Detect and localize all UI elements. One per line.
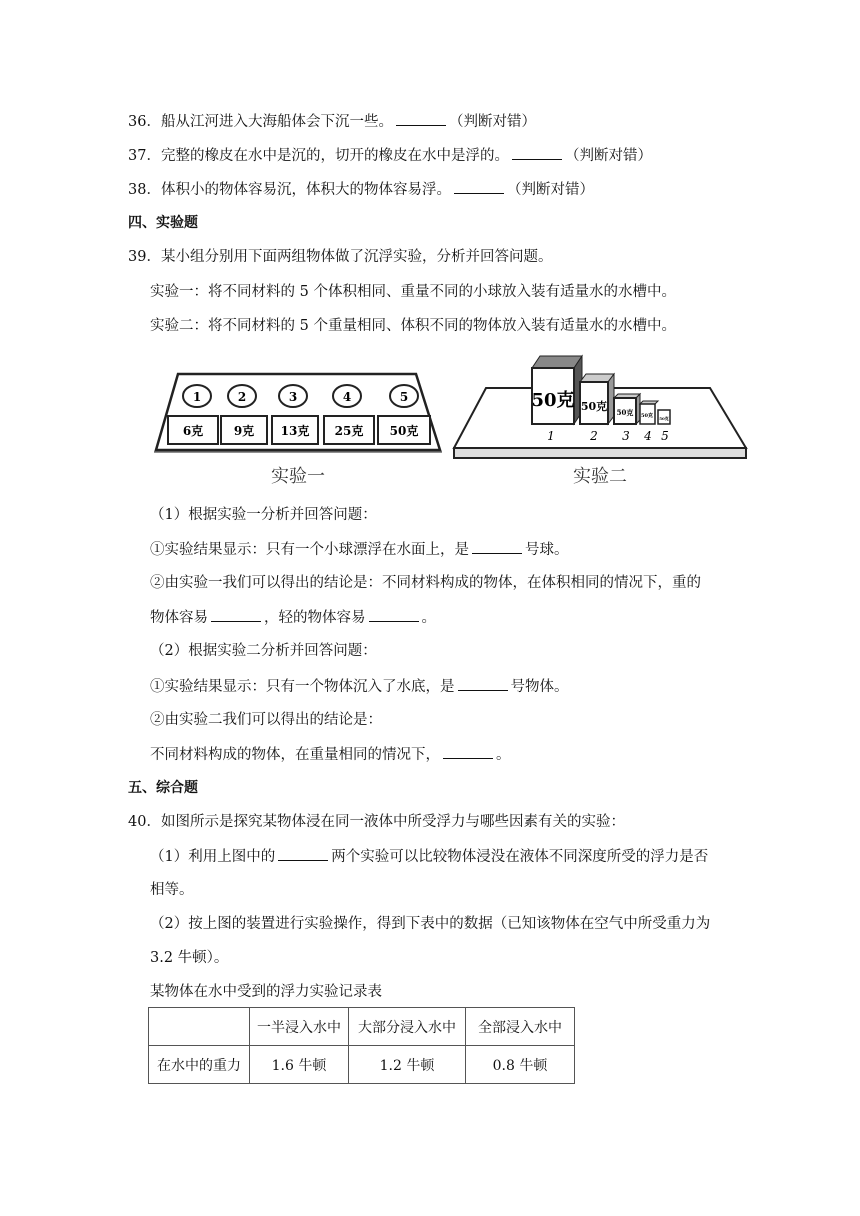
text: 不同材料构成的物体，在重量相同的情况下， <box>150 747 440 763</box>
sub-question-1 <box>150 846 708 867</box>
question-hint: （判断对错） <box>564 148 652 164</box>
answer-blank[interactable] <box>443 744 493 759</box>
weight-label: 9克 <box>233 424 255 438</box>
text: ①实验结果显示：只有一个物体沉入了水底，是 <box>150 679 455 695</box>
experiment-2-caption: 实验二 <box>573 466 627 487</box>
block-weight-label: 50克 <box>580 400 608 413</box>
experiment-2-description: 实验二：将不同材料的 5 个重量相同、体积不同的物体放入装有适量水的水槽中。 <box>150 318 676 334</box>
question-40 <box>128 812 625 832</box>
text: （1）利用上图中的 <box>150 849 276 865</box>
ball-number: 2 <box>237 390 247 404</box>
table-header <box>149 1008 250 1046</box>
text: 物体容易 <box>150 610 208 626</box>
record-table <box>148 1007 575 1084</box>
text: ，轻的物体容易 <box>264 610 366 626</box>
text: 两个实验可以比较物体浸没在液体不同深度所受的浮力是否 <box>331 849 709 865</box>
table-cell: 1.6 牛顿 <box>250 1046 349 1084</box>
weight-label: 6克 <box>182 424 204 438</box>
ball-number: 4 <box>342 390 352 404</box>
question-text: 如图所示是探究某物体浸在同一液体中所受浮力与哪些因素有关的实验： <box>160 814 625 830</box>
block-number: 1 <box>547 429 555 443</box>
sub-question-2b: ②由实验二我们可以得出的结论是： <box>150 712 382 728</box>
sub-question-2a <box>150 676 569 697</box>
question-37 <box>128 145 652 166</box>
block-weight-label: 50克 <box>659 416 669 421</box>
sub-question-1b: ②由实验一我们可以得出的结论是：不同材料构成的物体，在体积相同的情况下，重的 <box>150 575 701 591</box>
block-weight-label: 50克 <box>531 390 575 411</box>
text: 。 <box>496 747 511 763</box>
question-number: 40． <box>128 814 161 830</box>
sub-question-2-cont: 3.2 牛顿）。 <box>150 950 229 966</box>
answer-blank[interactable] <box>396 111 446 126</box>
sub-question-1b-cont <box>150 607 436 628</box>
text: 号球。 <box>525 542 569 558</box>
ball-number: 3 <box>288 390 298 404</box>
block-weight-label: 50克 <box>641 413 653 419</box>
experiment-1-weight-boxes <box>168 416 430 444</box>
block-number: 2 <box>590 429 598 443</box>
question-text: 某小组分别用下面两组物体做了沉浮实验，分析并回答问题。 <box>160 249 553 265</box>
answer-blank[interactable] <box>278 846 328 861</box>
sub-question-1: （1）根据实验一分析并回答问题： <box>150 507 377 523</box>
question-text: 体积小的物体容易沉，体积大的物体容易浮。 <box>160 182 451 198</box>
question-text: 船从江河进入大海船体会下沉一些。 <box>160 114 393 130</box>
section-heading-4: 四、实验题 <box>128 215 198 231</box>
block-weight-label: 50克 <box>616 408 634 417</box>
table-header-row <box>149 1008 575 1046</box>
answer-blank[interactable] <box>369 607 419 622</box>
table-cell: 1.2 牛顿 <box>349 1046 466 1084</box>
question-hint: （判断对错） <box>448 114 536 130</box>
experiment-figure <box>150 352 750 492</box>
answer-blank[interactable] <box>458 676 508 691</box>
block-number: 4 <box>644 429 652 443</box>
weight-label: 13克 <box>280 424 310 438</box>
text: 。 <box>421 610 436 626</box>
experiment-1-caption: 实验一 <box>271 466 325 487</box>
ball-number: 1 <box>192 390 202 404</box>
question-text: 完整的橡皮在水中是沉的，切开的橡皮在水中是浮的。 <box>160 148 509 164</box>
table-title: 某物体在水中受到的浮力实验记录表 <box>150 984 382 1000</box>
table-header: 一半浸入水中 <box>250 1008 349 1046</box>
experiment-1-description: 实验一：将不同材料的 5 个体积相同、重量不同的小球放入装有适量水的水槽中。 <box>150 284 676 300</box>
question-number: 37． <box>128 148 161 164</box>
weight-label: 25克 <box>334 424 364 438</box>
table-cell: 0.8 牛顿 <box>466 1046 575 1084</box>
question-38 <box>128 179 594 200</box>
table-cell: 在水中的重力 <box>149 1046 250 1084</box>
ball-number: 5 <box>399 390 409 404</box>
experiment-1-balls <box>183 385 418 407</box>
text: 号物体。 <box>510 679 569 695</box>
sub-question-2: （2）根据实验二分析并回答问题： <box>150 643 377 659</box>
sub-question-1a <box>150 539 569 560</box>
answer-blank[interactable] <box>512 145 562 160</box>
weight-label: 50克 <box>389 424 419 438</box>
table-header: 全部浸入水中 <box>466 1008 575 1046</box>
sub-question-2c <box>150 744 511 765</box>
table-header: 大部分浸入水中 <box>349 1008 466 1046</box>
question-number: 38． <box>128 182 161 198</box>
block-number: 5 <box>661 429 669 443</box>
answer-blank[interactable] <box>472 539 522 554</box>
sub-question-1-cont: 相等。 <box>150 882 194 898</box>
section-heading-5: 五、综合题 <box>128 780 198 796</box>
question-hint: （判断对错） <box>506 182 594 198</box>
question-number: 39． <box>128 249 161 265</box>
question-39 <box>128 247 552 267</box>
answer-blank[interactable] <box>211 607 261 622</box>
block-number: 3 <box>622 429 630 443</box>
question-36 <box>128 111 536 132</box>
answer-blank[interactable] <box>454 179 504 194</box>
text: ①实验结果显示：只有一个小球漂浮在水面上，是 <box>150 542 469 558</box>
question-number: 36． <box>128 114 161 130</box>
table-row <box>149 1046 575 1084</box>
sub-question-2: （2）按上图的装置进行实验操作，得到下表中的数据（已知该物体在空气中所受重力为 <box>150 916 711 932</box>
